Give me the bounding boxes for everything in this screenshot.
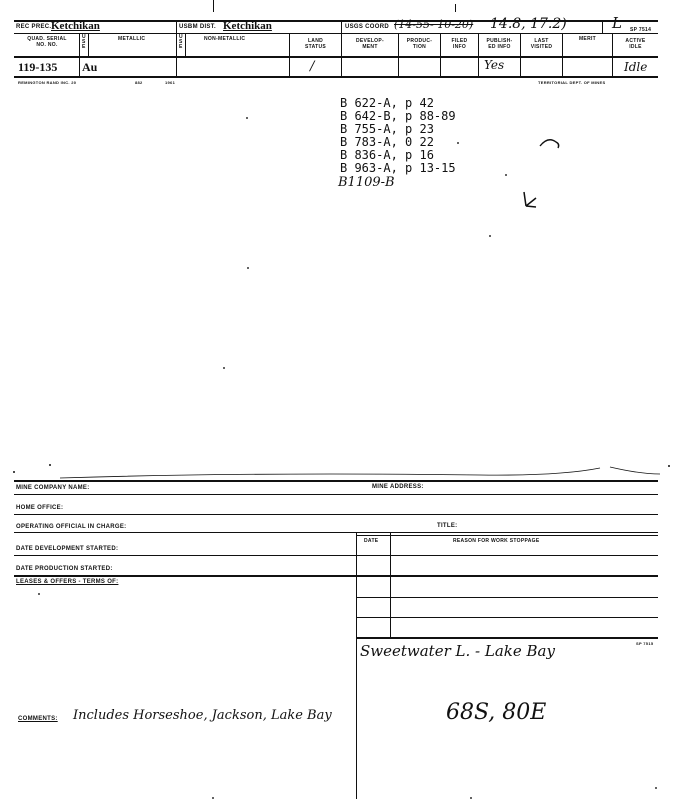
quad-serial-value: 119-135 [18, 60, 58, 74]
use-letters-nonmetallic: U S E [179, 34, 183, 50]
last-visited-label: LAST VISITED [530, 38, 553, 50]
usbm-dist-label: USBM DIST. [179, 24, 217, 30]
divider [602, 20, 603, 34]
comments-label: COMMENTS: [18, 716, 58, 722]
handwritten-check [520, 190, 540, 210]
printer-code: 882 [135, 80, 143, 85]
divider [88, 33, 89, 56]
divider [79, 33, 80, 77]
usbm-dist-value: Ketchikan [223, 20, 272, 32]
reference-item: B 783-A, 0 22 [340, 135, 434, 149]
metallic-label: METALLIC [118, 36, 146, 42]
speck [246, 117, 248, 119]
card-edge [0, 462, 678, 482]
reference-item: B 963-A, p 13-15 [340, 161, 456, 175]
usgs-coord-value: 14.8, 17.2) [490, 16, 567, 32]
usgs-coord-label: USGS COORD [345, 24, 390, 30]
footer-rule [14, 514, 658, 515]
merit-label: MERIT [578, 36, 597, 42]
speck [457, 142, 459, 144]
speck [489, 235, 491, 237]
date-production-label: DATE PRODUCTION STARTED: [16, 566, 113, 572]
land-status-label: LAND STATUS [304, 38, 327, 50]
registration-tick [213, 0, 214, 12]
speck [470, 797, 472, 799]
handwritten-mark [538, 134, 566, 154]
footer-rule [14, 532, 658, 533]
development-value: / [310, 59, 315, 74]
divider [356, 532, 357, 799]
active-idle-value: Idle [624, 60, 648, 74]
speck [38, 593, 40, 595]
use-letters-metallic: U S E [82, 34, 86, 50]
published-value: Yes [484, 58, 505, 72]
title-label: TITLE: [437, 523, 458, 529]
usgs-coord-crossed: (14-55- 10-20) [394, 18, 474, 31]
divider [176, 33, 177, 77]
coordinates-note: 68S, 80E [446, 700, 547, 725]
speck [505, 174, 507, 176]
printer-code: 1961 [165, 80, 176, 85]
location-note: Sweetwater L. - Lake Bay [360, 642, 555, 660]
form-code: SP 7514 [630, 27, 652, 33]
mine-address-label: MINE ADDRESS: [372, 484, 424, 490]
home-office-label: HOME OFFICE: [16, 505, 64, 511]
rec-prec-label: REC PREC. [16, 24, 52, 30]
divider [185, 33, 186, 56]
footer-rule [356, 535, 658, 536]
handwritten-reference: B1109-B [338, 175, 395, 190]
date-column-label: DATE [364, 538, 379, 544]
stoppage-row-rule [356, 617, 658, 618]
footer-rule [14, 494, 658, 495]
operating-official-label: OPERATING OFFICIAL IN CHARGE: [16, 524, 127, 530]
date-development-label: DATE DEVELOPMENT STARTED: [16, 546, 119, 552]
reference-item: B 755-A, p 23 [340, 122, 434, 136]
divider [341, 20, 342, 34]
registration-tick [455, 4, 456, 12]
form-code: SP 7515 [636, 641, 654, 646]
speck [247, 267, 249, 269]
reference-item: B 622-A, p 42 [340, 96, 434, 110]
nonmetallic-label: NON-METALLIC [204, 36, 246, 42]
quad-serial-label: QUAD. SERIAL NO. NO. [27, 36, 67, 48]
comments-value: Includes Horseshoe, Jackson, Lake Bay [73, 708, 332, 723]
rec-prec-value: Ketchikan [51, 20, 100, 32]
footer-rule [14, 555, 658, 556]
reason-label: REASON FOR WORK STOPPAGE [453, 538, 540, 544]
territorial-dept: TERRITORIAL DEPT. OF MINES [538, 80, 606, 85]
published-info-label: PUBLISH- ED INFO [486, 38, 513, 50]
reference-item: B 836-A, p 16 [340, 148, 434, 162]
development-label: DEVELOP- MENT [356, 38, 384, 50]
divider [390, 532, 391, 637]
active-idle-label: ACTIVE IDLE [625, 38, 646, 50]
mine-company-label: MINE COMPANY NAME: [16, 485, 90, 491]
stoppage-row-rule [356, 637, 658, 639]
reference-item: B 642-B, p 88-89 [340, 109, 456, 123]
speck [655, 787, 657, 789]
speck [223, 367, 225, 369]
production-label: PRODUC- TION [406, 38, 433, 50]
printer-note: REMINGTON RAND INC. 20 [18, 80, 77, 85]
filed-info-label: FILED INFO [451, 38, 468, 50]
leases-label: LEASES & OFFERS - TERMS OF: [16, 579, 119, 585]
stoppage-row-rule [356, 597, 658, 598]
corner-letter: L [612, 14, 622, 32]
footer-top-rule [14, 480, 658, 482]
footer-rule [14, 575, 658, 577]
divider [176, 20, 177, 34]
metallic-value: Au [82, 60, 98, 74]
speck [212, 797, 214, 799]
